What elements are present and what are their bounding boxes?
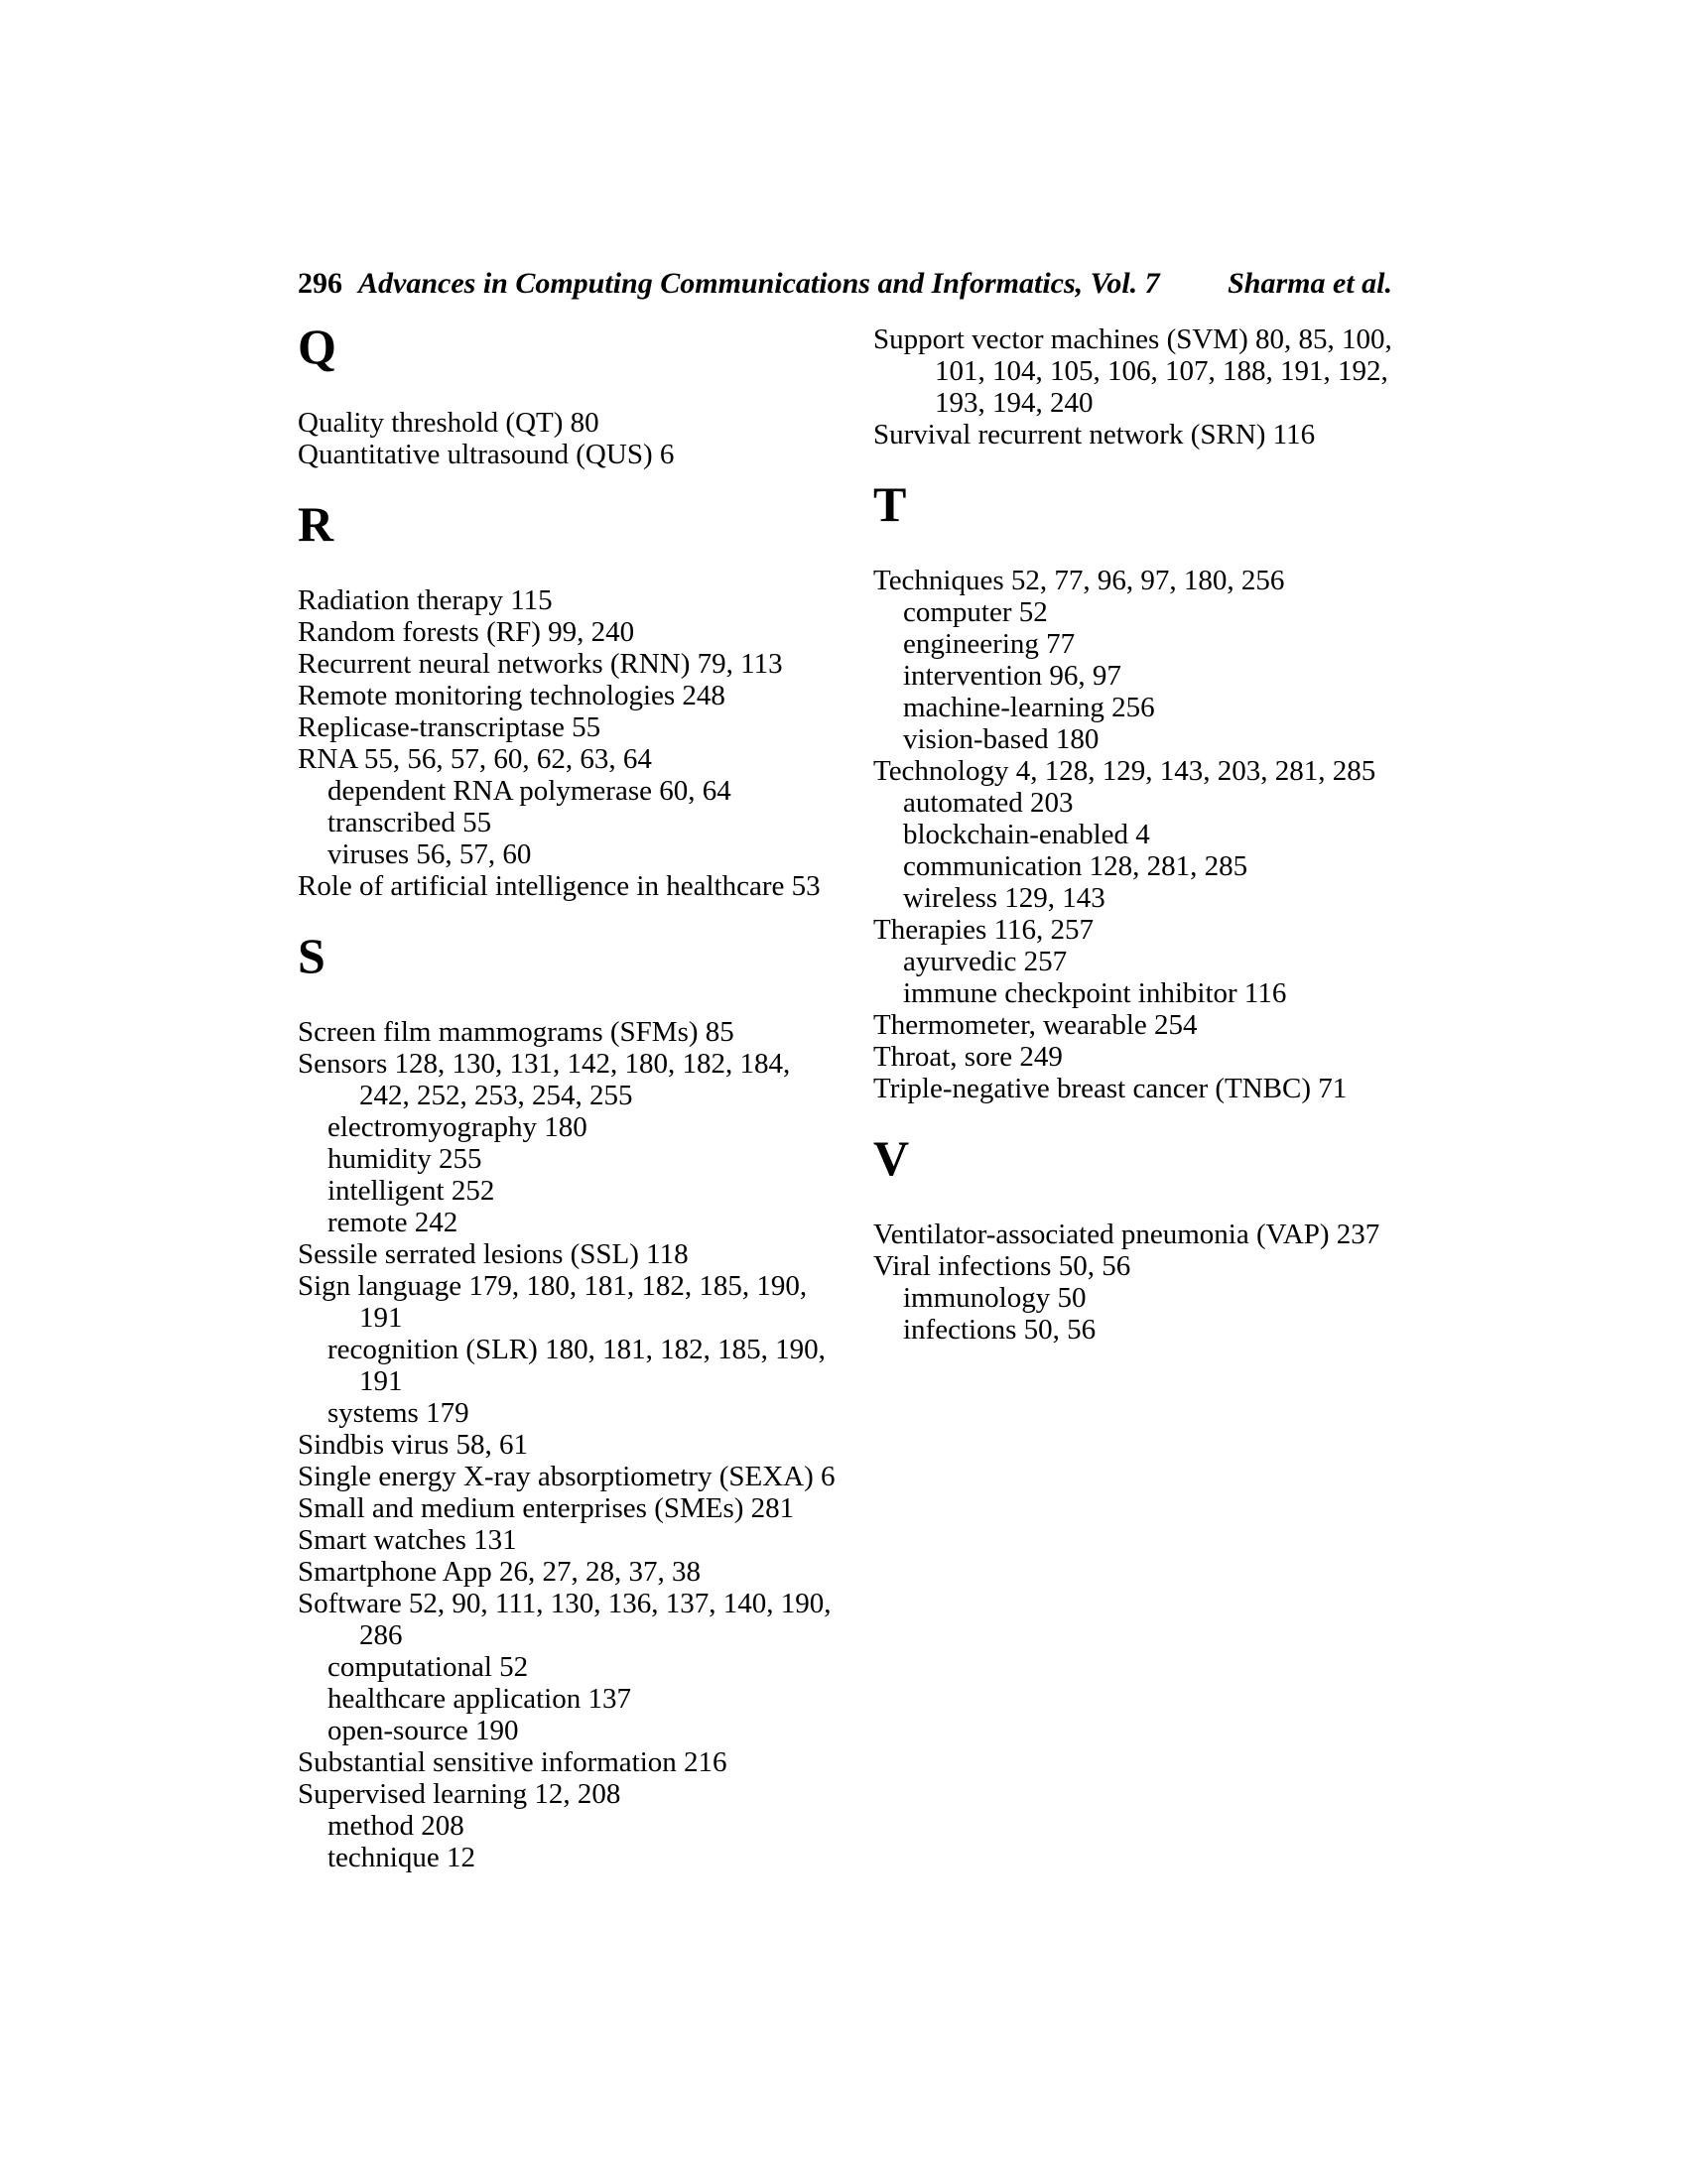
index-sub-entry: immune checkpoint inhibitor 116 [903, 977, 1287, 1009]
index-sub-entry: blockchain-enabled 4 [903, 819, 1150, 850]
index-sub-entry: method 208 [327, 1810, 464, 1842]
book-title: Advances in Computing Communications and Informatics, Vol. 7 [358, 267, 1160, 300]
authors-name: Sharma et al. [1228, 267, 1392, 300]
index-entry: Sign language 179, 180, 181, 182, 185, 190, [298, 1270, 808, 1302]
index-sub-entry: intelligent 252 [327, 1175, 495, 1207]
index-entry: Substantial sensitive information 216 [298, 1746, 727, 1778]
index-entry-continuation: 191 [359, 1365, 403, 1397]
index-sub-entry: technique 12 [327, 1842, 475, 1873]
index-sub-entry: intervention 96, 97 [903, 660, 1121, 692]
index-entry: Throat, sore 249 [873, 1041, 1063, 1073]
index-sub-entry: viruses 56, 57, 60 [327, 838, 532, 870]
index-entry: Survival recurrent network (SRN) 116 [873, 419, 1316, 450]
index-entry: Triple-negative breast cancer (TNBC) 71 [873, 1073, 1348, 1104]
index-sub-entry: vision-based 180 [903, 723, 1100, 755]
index-columns [298, 319, 1392, 1873]
index-entry: Remote monitoring technologies 248 [298, 680, 725, 711]
index-entry-continuation: 101, 104, 105, 106, 107, 188, 191, 192, [935, 355, 1388, 387]
index-sub-entry: computational 52 [327, 1651, 529, 1683]
index-sub-entry: electromyography 180 [327, 1111, 587, 1143]
index-entry: Small and medium enterprises (SMEs) 281 [298, 1492, 795, 1524]
index-entry-continuation: 286 [359, 1619, 403, 1651]
index-entry: Screen film mammograms (SFMs) 85 [298, 1016, 734, 1048]
index-sub-entry: systems 179 [327, 1397, 469, 1429]
index-entry-continuation: 242, 252, 253, 254, 255 [359, 1080, 633, 1111]
index-entry: RNA 55, 56, 57, 60, 62, 63, 64 [298, 743, 652, 775]
index-entry: Software 52, 90, 111, 130, 136, 137, 140, 190, [298, 1588, 832, 1619]
index-entry: Sindbis virus 58, 61 [298, 1429, 529, 1461]
running-header [298, 267, 1392, 301]
index-sub-entry: immunology 50 [903, 1282, 1087, 1314]
index-sub-entry: communication 128, 281, 285 [903, 850, 1248, 882]
index-entry: Viral infections 50, 56 [873, 1250, 1131, 1282]
index-entry: Radiation therapy 115 [298, 584, 553, 616]
index-sub-entry: infections 50, 56 [903, 1314, 1097, 1346]
section-heading-S: S [298, 928, 325, 983]
index-sub-entry: transcribed 55 [327, 807, 492, 838]
index-entry-continuation: 193, 194, 240 [935, 387, 1094, 419]
index-entry: Smartphone App 26, 27, 28, 37, 38 [298, 1556, 701, 1588]
index-sub-entry: computer 52 [903, 596, 1048, 628]
index-entry-continuation: 191 [359, 1302, 403, 1334]
index-entry: Therapies 116, 257 [873, 914, 1095, 946]
index-entry: Role of artificial intelligence in healthcare 53 [298, 870, 821, 902]
index-entry: Quantitative ultrasound (QUS) 6 [298, 439, 675, 470]
index-sub-entry: humidity 255 [327, 1143, 482, 1175]
section-heading-T: T [873, 476, 907, 532]
section-heading-V: V [873, 1130, 910, 1186]
index-entry: Quality threshold (QT) 80 [298, 407, 599, 439]
index-sub-entry: automated 203 [903, 787, 1074, 819]
index-sub-entry: remote 242 [327, 1207, 458, 1238]
index-entry: Recurrent neural networks (RNN) 79, 113 [298, 648, 783, 680]
index-entry: Replicase-transcriptase 55 [298, 711, 601, 743]
index-entry: Thermometer, wearable 254 [873, 1009, 1198, 1041]
index-entry: Single energy X-ray absorptiometry (SEXA) 6 [298, 1461, 836, 1492]
index-sub-entry: wireless 129, 143 [903, 882, 1105, 914]
index-entry: Sessile serrated lesions (SSL) 118 [298, 1238, 689, 1270]
index-sub-entry: machine-learning 256 [903, 692, 1155, 723]
index-entry: Support vector machines (SVM) 80, 85, 100, [873, 323, 1392, 355]
index-sub-entry: open-source 190 [327, 1715, 519, 1746]
index-column-right [873, 323, 1392, 1873]
index-entry: Technology 4, 128, 129, 143, 203, 281, 285 [873, 755, 1376, 787]
index-sub-entry: dependent RNA polymerase 60, 64 [327, 775, 731, 807]
index-sub-entry: healthcare application 137 [327, 1683, 631, 1715]
index-column-left [298, 319, 873, 1873]
index-sub-entry: recognition (SLR) 180, 181, 182, 185, 190, [327, 1334, 826, 1365]
index-entry: Ventilator-associated pneumonia (VAP) 237 [873, 1219, 1380, 1250]
index-entry: Random forests (RF) 99, 240 [298, 616, 635, 648]
page-number: 296 [298, 267, 342, 300]
section-heading-Q: Q [298, 319, 336, 374]
index-entry: Smart watches 131 [298, 1524, 517, 1556]
index-entry: Supervised learning 12, 208 [298, 1778, 621, 1810]
index-sub-entry: ayurvedic 257 [903, 946, 1068, 977]
index-sub-entry: engineering 77 [903, 628, 1076, 660]
section-heading-R: R [298, 496, 334, 552]
index-entry: Sensors 128, 130, 131, 142, 180, 182, 184, [298, 1048, 791, 1080]
running-header-left [298, 267, 1160, 301]
index-entry: Techniques 52, 77, 96, 97, 180, 256 [873, 565, 1285, 596]
